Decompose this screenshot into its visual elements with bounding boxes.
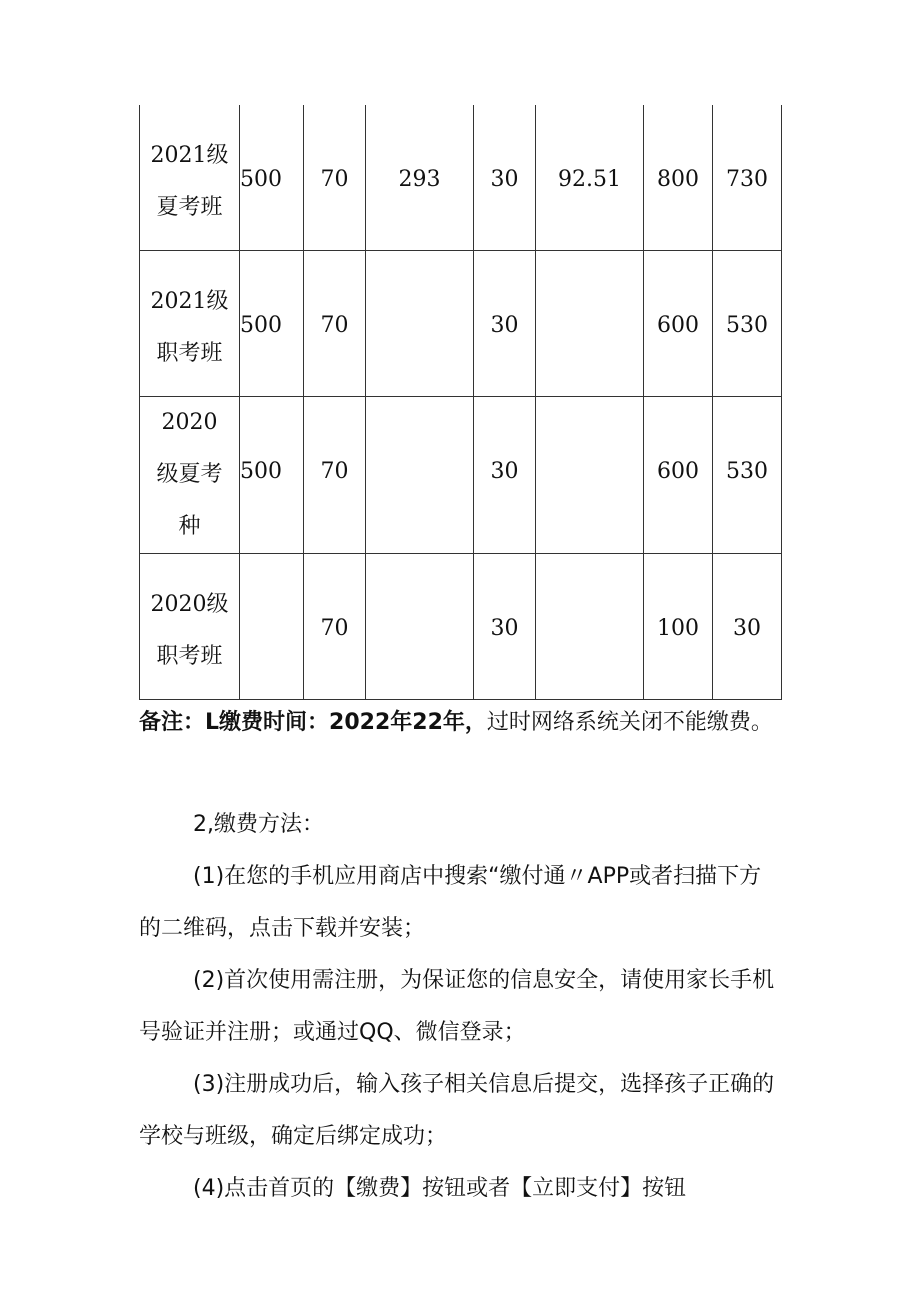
cell: 800: [644, 105, 713, 251]
note-paragraph: [139, 697, 779, 749]
note-rest-text: 过时网络系统关闭不能缴费。: [486, 710, 773, 735]
cell: [366, 397, 474, 554]
method-step-1: (1)在您的手机应用商店中搜索“缴付通〃APP或者扫描下方的二维码，点击下载并安装；: [139, 864, 762, 941]
cell: [536, 251, 644, 397]
cell: [240, 554, 304, 700]
method-step-4: (4)点击首页的【缴费】按钮或者【立即支付】按钮: [193, 1176, 687, 1201]
note-prefix: 备注：: [139, 710, 206, 735]
row-label-cell: 2021级 夏考班: [140, 105, 240, 251]
table-row: [140, 397, 782, 554]
method-step-3: (3)注册成功后，输入孩子相关信息后提交，选择孩子正确的学校与班级，确定后绑定成功；: [139, 1072, 775, 1149]
cell: 70: [304, 554, 366, 700]
cell: 500: [240, 397, 304, 554]
method-step-2: (2)首次使用需注册，为保证您的信息安全，请使用家长手机号验证并注册；或通过QQ、微信登录；: [139, 968, 775, 1045]
cell: 30: [474, 251, 536, 397]
cell: 70: [304, 397, 366, 554]
table-row: [140, 251, 782, 397]
cell: 70: [304, 105, 366, 251]
cell: 30: [713, 554, 782, 700]
cell: 100: [644, 554, 713, 700]
cell: 92.51: [536, 105, 644, 251]
cell: 500: [240, 251, 304, 397]
table-row: [140, 105, 782, 251]
cell: 500: [240, 105, 304, 251]
cell: 530: [713, 397, 782, 554]
method-heading: 2,缴费方法：: [193, 812, 324, 837]
cell: 600: [644, 251, 713, 397]
cell: [366, 251, 474, 397]
cell: [536, 397, 644, 554]
cell: 30: [474, 554, 536, 700]
cell: 30: [474, 105, 536, 251]
cell: 70: [304, 251, 366, 397]
row-label-cell: 2021级 职考班: [140, 251, 240, 397]
row-label-cell: 2020级 职考班: [140, 554, 240, 700]
cell: 30: [474, 397, 536, 554]
cell: 293: [366, 105, 474, 251]
method-block: [139, 799, 779, 1215]
note-bold-text: L缴费时间：2022年22年，: [205, 710, 487, 735]
note-block: [139, 697, 779, 749]
row-label-cell: 2020 级夏考 种: [140, 397, 240, 554]
fee-table: [139, 105, 782, 700]
table-row: [140, 554, 782, 700]
cell: 600: [644, 397, 713, 554]
cell: [536, 554, 644, 700]
cell: 530: [713, 251, 782, 397]
cell: 730: [713, 105, 782, 251]
cell: [366, 554, 474, 700]
